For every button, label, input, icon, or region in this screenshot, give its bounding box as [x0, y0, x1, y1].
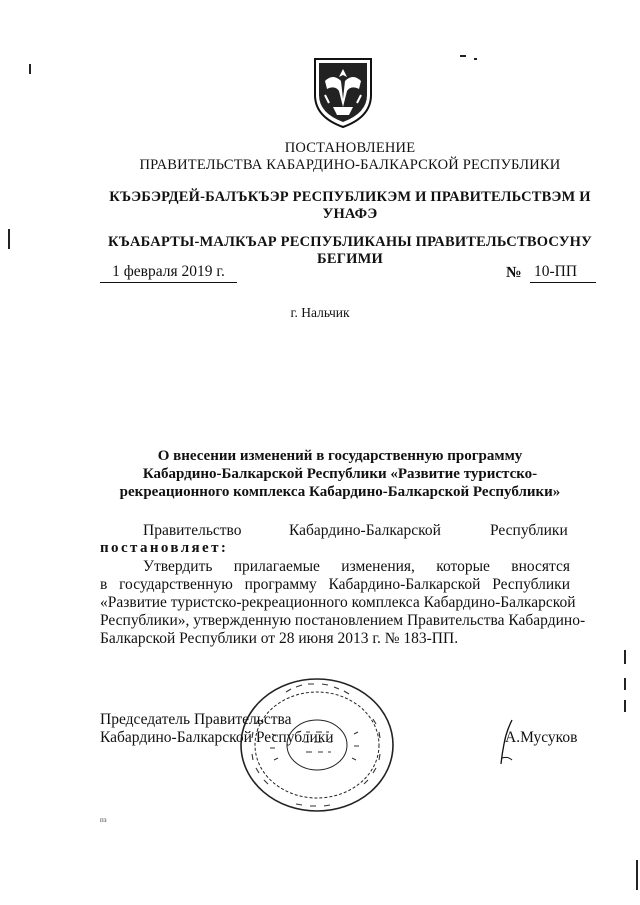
subject-line: О внесении изменений в государственную программу: [157, 448, 523, 464]
signatory-position-line2: Кабардино-Балкарской Республики: [100, 729, 334, 746]
coat-of-arms-emblem-icon: [311, 55, 375, 129]
body-line: «Развитие туристско-рекреационного комплекса Кабардино-Балкарской: [100, 594, 576, 611]
scan-artifact: [460, 55, 466, 57]
scan-artifact: [624, 700, 626, 712]
body-line: Балкарской Республики от 28 июня 2013 г. № 183-ПП.: [100, 630, 459, 647]
body-line: Утвердить прилагаемые изменения, которые вносятся: [143, 558, 570, 575]
scan-artifact: [474, 58, 477, 60]
document-number: 10-ПП: [530, 263, 596, 283]
scan-artifact: [624, 650, 626, 664]
decree-word: постановляет:: [100, 540, 229, 556]
footer-mark: пз: [100, 816, 107, 824]
doc-type-title: ПОСТАНОВЛЕНИЕ: [284, 140, 416, 156]
body-line: в государственную программу Кабардино-Балкарской Республики: [100, 576, 570, 593]
signatory-name: А.Мусуков: [505, 729, 578, 746]
body-word-republic: Республики: [490, 522, 568, 539]
government-name: ПРАВИТЕЛЬСТВА КАБАРДИНО-БАЛКАРСКОЙ РЕСПУБЛИКИ: [139, 157, 561, 173]
header-balkar-line2: БЕГИМИ: [317, 251, 383, 267]
body-word-government: Правительство: [143, 522, 242, 539]
scan-artifact: [624, 678, 626, 690]
document-date: 1 февраля 2019 г.: [100, 263, 237, 283]
body-line: Республики», утвержденную постановлением Правительства Кабардино-: [100, 612, 586, 629]
header-kabardian-line1: КЪЭБЭРДЕЙ-БАЛЪКЪЭР РЕСПУБЛИКЭМ И ПРАВИТЕЛЬСТВЭМ И: [109, 189, 591, 205]
subject-line: Кабардино-Балкарской Республики «Развитие туристско-: [142, 466, 538, 482]
scan-artifact: [636, 860, 638, 890]
number-sign: №: [506, 264, 522, 281]
scan-artifact: [29, 64, 31, 74]
city: г. Нальчик: [290, 305, 350, 320]
subject-line: рекреационного комплекса Кабардино-Балкарской Республики»: [119, 484, 561, 500]
body-word-kbr: Кабардино-Балкарской: [289, 522, 441, 539]
scan-artifact: [8, 229, 10, 249]
signatory-position-line1: Председатель Правительства: [100, 711, 292, 728]
header-balkar-line1: КЪАБАРТЫ-МАЛКЪАР РЕСПУБЛИКАНЫ ПРАВИТЕЛЬСТВОСУНУ: [108, 234, 592, 250]
document-subject: [100, 447, 580, 501]
header-kabardian-line2: УНАФЭ: [322, 206, 378, 222]
